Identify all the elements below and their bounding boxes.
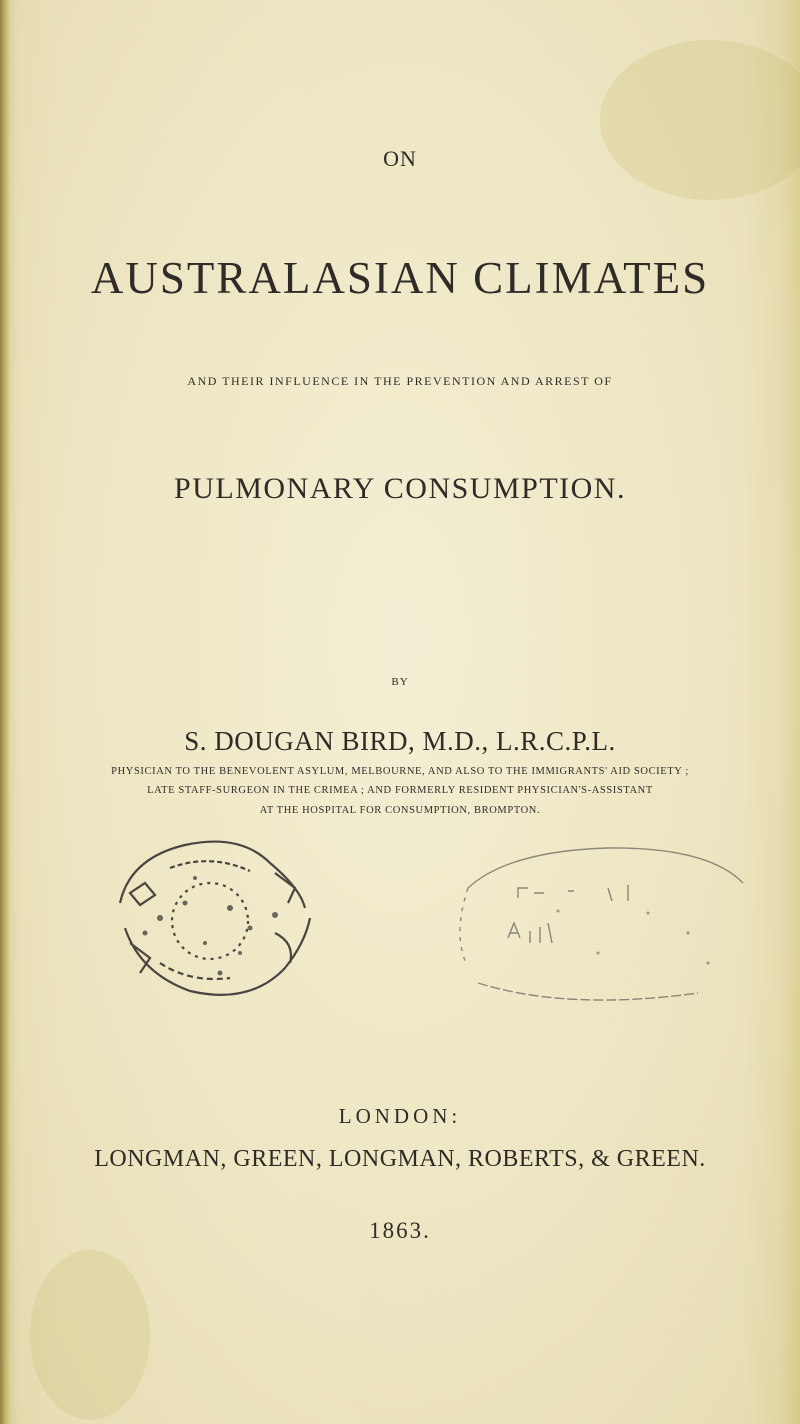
author-credentials-line-2: LATE STAFF-SURGEON IN THE CRIMEA ; AND FORMERLY RESIDENT PHYSICIAN'S-ASSISTANT <box>147 785 653 796</box>
publisher-name: LONGMAN, GREEN, LONGMAN, ROBERTS, & GREEN. <box>94 1146 706 1172</box>
faded-oval-stamp-icon <box>448 843 748 1013</box>
by-label: BY <box>391 676 409 688</box>
author-name: S. DOUGAN BIRD, M.D., L.R.C.P.L. <box>184 726 616 756</box>
book-title: AUSTRALASIAN CLIMATES <box>90 253 710 303</box>
author-credentials-line-3: AT THE HOSPITAL FOR CONSUMPTION, BROMPTON. <box>259 805 541 816</box>
author-credentials-line-1: PHYSICIAN TO THE BENEVOLENT ASYLUM, MELBOURNE, AND ALSO TO THE IMMIGRANTS' AID SOCIETY ; <box>111 766 689 777</box>
paper-stain <box>30 1250 150 1420</box>
imprint-place: LONDON: <box>338 1104 462 1128</box>
paper-stain <box>600 40 800 200</box>
book-subject: PULMONARY CONSUMPTION. <box>174 472 626 505</box>
library-stamp-icon <box>100 833 320 1003</box>
book-spine-edge <box>0 0 10 1424</box>
publication-year: 1863. <box>369 1218 431 1243</box>
book-subtitle: AND THEIR INFLUENCE IN THE PREVENTION AND ARREST OF <box>187 374 613 388</box>
preposition-on: ON <box>383 146 417 171</box>
